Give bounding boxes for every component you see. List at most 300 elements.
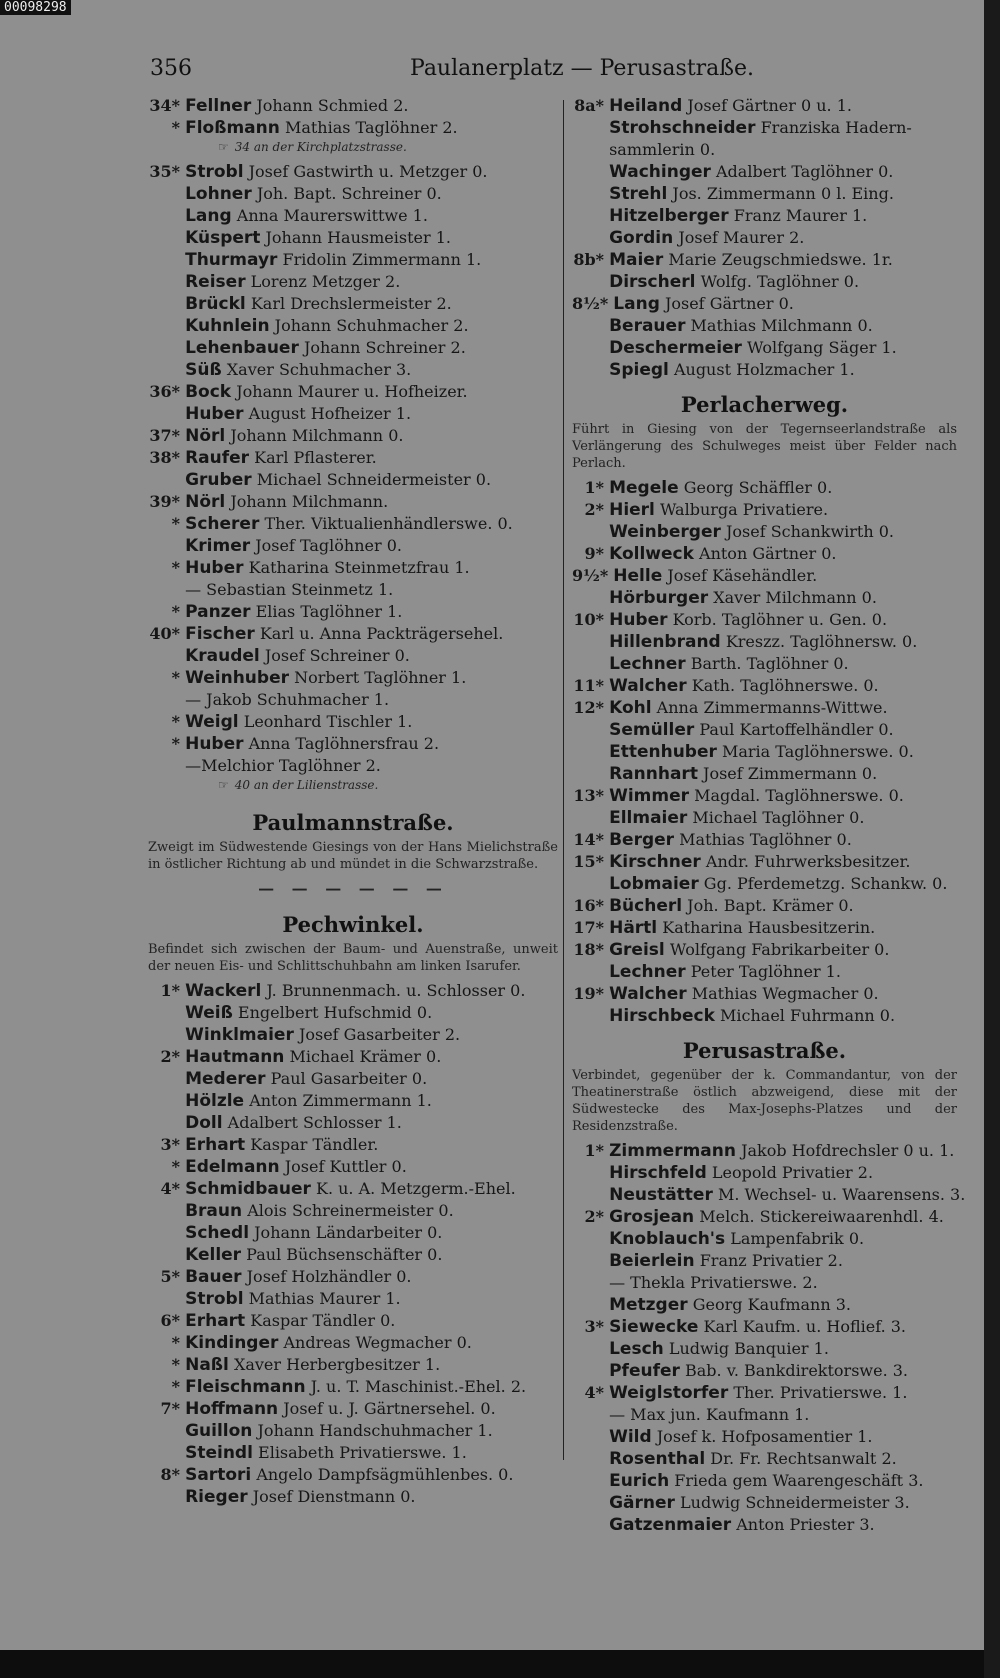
directory-entry	[572, 676, 957, 698]
house-number: 14*	[573, 830, 604, 849]
resident-name: Berger	[609, 830, 675, 850]
resident-name: Wachinger	[609, 162, 711, 182]
resident-details: Mathias Wegmacher 0.	[691, 984, 879, 1003]
directory-entry	[148, 1355, 558, 1377]
directory-entry	[148, 668, 558, 690]
resident-details: Walburga Privatiere.	[659, 500, 829, 519]
directory-entry	[148, 492, 558, 514]
column-divider	[563, 100, 564, 1460]
footnote-text: 40 an der Lilienstrasse.	[234, 778, 379, 792]
resident-details: Johann Hausmeister 1.	[265, 228, 451, 247]
resident-details: Katharina Steinmetzfrau 1.	[248, 558, 470, 577]
house-number: 18*	[573, 940, 604, 959]
directory-entry	[572, 918, 957, 940]
house-number: *	[171, 1333, 180, 1352]
directory-entry	[148, 646, 558, 668]
directory-entry	[148, 1377, 558, 1399]
resident-name: Fellner	[185, 96, 252, 116]
directory-entry	[148, 1267, 558, 1289]
resident-name: Lobmaier	[609, 874, 699, 894]
resident-name: Strobl	[185, 1289, 244, 1309]
resident-details: Karl u. Anna Packträgersehel.	[259, 624, 504, 643]
section-title: Perusastraße.	[682, 1038, 847, 1063]
directory-entry	[572, 1405, 957, 1427]
resident-name: Schmidbauer	[185, 1179, 311, 1199]
directory-entry	[148, 1443, 558, 1465]
resident-name: Hillenbrand	[609, 632, 721, 652]
resident-name: Erhart	[185, 1135, 246, 1155]
entry-list	[148, 981, 558, 1509]
directory-entry	[572, 544, 957, 566]
directory-entry	[148, 1245, 558, 1267]
resident-details: Karl Kaufm. u. Hoflief. 3.	[703, 1317, 906, 1336]
directory-entry	[572, 808, 957, 830]
resident-name: Guillon	[185, 1421, 253, 1441]
resident-details: Michael Schneidermeister 0.	[256, 470, 492, 489]
resident-details: Mathias Taglöhner 2.	[284, 118, 458, 137]
resident-name: Braun	[185, 1201, 243, 1221]
house-number: 40*	[149, 624, 180, 643]
resident-name: Fischer	[185, 624, 255, 644]
directory-entry	[148, 1069, 558, 1091]
house-number: 34*	[149, 96, 180, 115]
directory-entry	[572, 1427, 957, 1449]
resident-details: Ther. Privatierswe. 1.	[733, 1383, 908, 1402]
resident-name: Knoblauch's	[609, 1229, 726, 1249]
directory-entry	[148, 470, 558, 492]
directory-entry	[148, 184, 558, 206]
resident-name: Lohner	[185, 184, 252, 204]
resident-name: Weigl	[185, 712, 239, 732]
house-number: 5*	[160, 1267, 180, 1286]
directory-entry	[148, 580, 558, 602]
resident-name: Semüller	[609, 720, 695, 740]
directory-entry	[572, 786, 957, 808]
directory-entry	[572, 1361, 957, 1383]
resident-name: Krimer	[185, 536, 251, 556]
house-number: 3*	[160, 1135, 180, 1154]
house-number: *	[171, 668, 180, 687]
resident-name: Scherer	[185, 514, 260, 534]
house-number: 9*	[584, 544, 604, 563]
resident-name: Hoffmann	[185, 1399, 279, 1419]
resident-name: Bock	[185, 382, 232, 402]
resident-details: Lampenfabrik 0.	[730, 1229, 865, 1248]
resident-details: Franz Privatier 2.	[699, 1251, 843, 1270]
resident-details: Paul Kartoffelhändler 0.	[699, 720, 894, 739]
resident-details: Josef Maurer 2.	[678, 228, 805, 247]
directory-entry	[572, 984, 957, 1006]
resident-name: Hirschfeld	[609, 1163, 707, 1183]
directory-entry	[572, 1251, 957, 1273]
resident-name: Lang	[613, 294, 660, 314]
resident-details: August Hofheizer 1.	[248, 404, 412, 423]
house-number: 1*	[584, 478, 604, 497]
resident-details: — Jakob Schuhmacher 1.	[185, 690, 390, 709]
resident-details: Frieda gem Waarengeschäft 3.	[674, 1471, 924, 1490]
directory-entry	[572, 228, 957, 250]
resident-details: Josef u. J. Gärtnersehel. 0.	[283, 1399, 496, 1418]
resident-name: Thurmayr	[185, 250, 278, 270]
resident-details: Josef Schreiner 0.	[264, 646, 410, 665]
resident-name: Gordin	[609, 228, 674, 248]
directory-entry	[148, 1333, 558, 1355]
resident-name: Lang	[185, 206, 232, 226]
resident-name: Beierlein	[609, 1251, 695, 1271]
resident-details: Engelbert Hufschmid 0.	[237, 1003, 433, 1022]
house-number: 13*	[573, 786, 604, 805]
resident-details: Adalbert Schlosser 1.	[227, 1113, 402, 1132]
resident-details: Kaspar Tändler.	[250, 1135, 379, 1154]
entry-list	[148, 162, 558, 778]
section-description: Befindet sich zwischen der Baum- und Auenstraße, unweit der neuen Eis- und Schlittschuhbahn am linken Isarufer.	[148, 942, 558, 974]
directory-entry	[148, 1157, 558, 1179]
resident-name: Panzer	[185, 602, 251, 622]
directory-entry	[572, 1471, 957, 1493]
resident-name: Nörl	[185, 492, 226, 512]
entry-list	[148, 96, 558, 140]
resident-name: Küspert	[185, 228, 261, 248]
house-number: *	[171, 1377, 180, 1396]
directory-entry	[572, 522, 957, 544]
resident-details: Kaspar Tändler 0.	[250, 1311, 396, 1330]
directory-entry	[148, 448, 558, 470]
directory-entry	[572, 1383, 957, 1405]
resident-details: Jos. Zimmermann 0 l. Eing.	[672, 184, 894, 203]
house-number: 8a*	[574, 96, 604, 115]
house-number: 15*	[573, 852, 604, 871]
house-number: 4*	[584, 1383, 604, 1402]
directory-entry	[572, 478, 957, 500]
resident-details: sammlerin 0.	[609, 140, 716, 159]
resident-name: Lechner	[609, 962, 686, 982]
resident-name: Brückl	[185, 294, 246, 314]
resident-details: Ther. Viktualienhändlerswe. 0.	[264, 514, 513, 533]
resident-details: K. u. A. Metzgerm.-Ehel.	[315, 1179, 516, 1198]
resident-name: Bücherl	[609, 896, 683, 916]
resident-name: Hitzelberger	[609, 206, 729, 226]
resident-details: Wolfgang Säger 1.	[747, 338, 897, 357]
resident-name: Keller	[185, 1245, 242, 1265]
resident-details: Josef Gasarbeiter 2.	[298, 1025, 461, 1044]
directory-entry	[148, 1047, 558, 1069]
resident-details: Marie Zeugschmiedswe. 1r.	[668, 250, 893, 269]
resident-details: Leonhard Tischler 1.	[243, 712, 413, 731]
directory-entry	[148, 206, 558, 228]
resident-name: Weiß	[185, 1003, 233, 1023]
resident-details: Magdal. Taglöhnerswe. 0.	[694, 786, 904, 805]
directory-entry	[148, 250, 558, 272]
directory-entry	[148, 272, 558, 294]
resident-name: Wild	[609, 1427, 652, 1447]
resident-details: Andr. Fuhrwerksbesitzer.	[705, 852, 911, 871]
resident-details: Jakob Hofdrechsler 0 u. 1.	[741, 1141, 955, 1160]
house-number: 7*	[160, 1399, 180, 1418]
directory-entry	[148, 360, 558, 382]
resident-name: Edelmann	[185, 1157, 280, 1177]
directory-entry	[572, 1229, 957, 1251]
section-title: Perlacherweg.	[680, 392, 849, 417]
directory-entry	[572, 764, 957, 786]
directory-entry	[148, 602, 558, 624]
resident-details: Karl Pflasterer.	[254, 448, 377, 467]
resident-details: Elisabeth Privatierswe. 1.	[258, 1443, 467, 1462]
directory-entry	[572, 742, 957, 764]
resident-name: Strehl	[609, 184, 668, 204]
resident-details: — Thekla Privatierswe. 2.	[609, 1273, 818, 1292]
resident-name: Huber	[185, 558, 244, 578]
directory-entry	[572, 272, 957, 294]
directory-entry	[148, 514, 558, 536]
resident-details: Josef Dienstmann 0.	[252, 1487, 416, 1506]
directory-entry	[572, 632, 957, 654]
directory-entry	[148, 690, 558, 712]
directory-entry	[148, 1091, 558, 1113]
resident-details: Maria Taglöhnerswe. 0.	[721, 742, 914, 761]
resident-name: Pfeufer	[609, 1361, 680, 1381]
directory-entry	[572, 294, 957, 316]
section-title: Paulmannstraße.	[252, 810, 454, 835]
resident-name: Huber	[185, 404, 244, 424]
resident-details: Josef Taglöhner 0.	[255, 536, 402, 555]
house-number: 1*	[584, 1141, 604, 1160]
resident-name: Grosjean	[609, 1207, 695, 1227]
resident-details: M. Wechsel- u. Waarensens. 3.	[717, 1185, 966, 1204]
entry-list	[572, 96, 957, 382]
book-edge	[984, 0, 1000, 1678]
resident-name: Steindl	[185, 1443, 253, 1463]
house-number: 16*	[573, 896, 604, 915]
house-number: 3*	[584, 1317, 604, 1336]
directory-entry	[148, 382, 558, 404]
resident-details: Georg Schäffler 0.	[683, 478, 833, 497]
resident-details: Josef Gärtner 0.	[664, 294, 794, 313]
resident-details: Adalbert Taglöhner 0.	[716, 162, 894, 181]
resident-name: Ettenhuber	[609, 742, 717, 762]
resident-name: Berauer	[609, 316, 686, 336]
directory-entry	[148, 981, 558, 1003]
resident-details: Johann Ländarbeiter 0.	[254, 1223, 443, 1242]
directory-entry	[572, 1207, 957, 1229]
entry-list	[572, 478, 957, 1028]
resident-name: Süß	[185, 360, 222, 380]
resident-name: Rieger	[185, 1487, 248, 1507]
resident-details: Anna Maurerswittwe 1.	[236, 206, 428, 225]
directory-entry	[572, 874, 957, 896]
directory-entry	[572, 566, 957, 588]
footnote	[148, 778, 558, 800]
resident-details: Josef Gastwirth u. Metzger 0.	[248, 162, 488, 181]
directory-entry	[572, 698, 957, 720]
resident-name: Wimmer	[609, 786, 690, 806]
resident-details: Lorenz Metzger 2.	[250, 272, 401, 291]
directory-entry	[572, 1449, 957, 1471]
directory-entry	[148, 1179, 558, 1201]
directory-entry	[572, 316, 957, 338]
directory-entry	[148, 1487, 558, 1509]
resident-name: Naßl	[185, 1355, 229, 1375]
resident-details: Elias Taglöhner 1.	[255, 602, 403, 621]
resident-details: Josef Käsehändler.	[667, 566, 818, 585]
resident-name: Greisl	[609, 940, 665, 960]
resident-name: Kollweck	[609, 544, 694, 564]
resident-details: — Sebastian Steinmetz 1.	[185, 580, 394, 599]
entry-list	[572, 1141, 966, 1537]
resident-details: Fridolin Zimmermann 1.	[282, 250, 482, 269]
directory-entry	[148, 712, 558, 734]
house-number: *	[171, 1355, 180, 1374]
resident-name: Strobl	[185, 162, 244, 182]
directory-entry	[572, 1493, 957, 1515]
resident-name: Rosenthal	[609, 1449, 706, 1469]
resident-name: Kirschner	[609, 852, 701, 872]
resident-name: Reiser	[185, 272, 246, 292]
resident-name: Sartori	[185, 1465, 252, 1485]
directory-entry	[148, 316, 558, 338]
house-number: *	[171, 118, 180, 137]
resident-details: Johann Schuhmacher 2.	[274, 316, 469, 335]
directory-entry	[572, 206, 957, 228]
right-column	[572, 96, 966, 1537]
directory-entry	[572, 500, 957, 522]
footnote	[148, 140, 558, 162]
directory-entry	[572, 1515, 957, 1537]
resident-details: Dr. Fr. Rechtsanwalt 2.	[710, 1449, 897, 1468]
directory-entry	[572, 1141, 957, 1163]
resident-name: Schedl	[185, 1223, 250, 1243]
resident-details: Ludwig Banquier 1.	[668, 1339, 829, 1358]
resident-name: Kohl	[609, 698, 652, 718]
resident-details: Ludwig Schneidermeister 3.	[680, 1493, 910, 1512]
directory-entry	[148, 1223, 558, 1245]
section-description: Führt in Giesing von der Tegernseerlandstraße als Verlängerung des Schulweges meist über Felder nach Perlach.	[572, 422, 957, 471]
resident-name: Raufer	[185, 448, 250, 468]
resident-details: Josef Holzhändler 0.	[246, 1267, 412, 1286]
directory-entry	[148, 624, 558, 646]
resident-details: Georg Kaufmann 3.	[692, 1295, 851, 1314]
house-number: *	[171, 514, 180, 533]
resident-details: Anton Gärtner 0.	[699, 544, 837, 563]
resident-name: Lesch	[609, 1339, 664, 1359]
resident-name: Bauer	[185, 1267, 242, 1287]
resident-name: Gruber	[185, 470, 252, 490]
house-number: 2*	[584, 500, 604, 519]
resident-details: Barth. Taglöhner 0.	[690, 654, 849, 673]
directory-entry	[572, 1317, 957, 1339]
resident-details: Peter Taglöhner 1.	[690, 962, 841, 981]
house-number: 37*	[149, 426, 180, 445]
resident-name: Hirschbeck	[609, 1006, 715, 1026]
resident-name: Hautmann	[185, 1047, 285, 1067]
house-number: 38*	[149, 448, 180, 467]
resident-name: Deschermeier	[609, 338, 742, 358]
section-title: Pechwinkel.	[282, 912, 424, 937]
resident-details: Josef k. Hofposamentier 1.	[656, 1427, 873, 1446]
resident-details: Joh. Bapt. Krämer 0.	[687, 896, 854, 915]
resident-name: Weiglstorfer	[609, 1383, 729, 1403]
resident-name: Kindinger	[185, 1333, 279, 1353]
directory-entry	[148, 338, 558, 360]
resident-name: Eurich	[609, 1471, 670, 1491]
directory-entry	[572, 852, 957, 874]
resident-details: Johann Handschuhmacher 1.	[257, 1421, 493, 1440]
left-column	[148, 96, 558, 1509]
resident-details: Anton Priester 3.	[736, 1515, 875, 1534]
resident-details: Michael Krämer 0.	[289, 1047, 442, 1066]
directory-entry	[148, 1289, 558, 1311]
footnote-text: 34 an der Kirchplatzstrasse.	[234, 140, 407, 154]
resident-details: Michael Fuhrmann 0.	[720, 1006, 896, 1025]
resident-details: Xaver Schuhmacher 3.	[226, 360, 412, 379]
directory-entry	[572, 1295, 957, 1317]
resident-name: Huber	[609, 610, 668, 630]
house-number: 8*	[160, 1465, 180, 1484]
directory-entry	[572, 588, 957, 610]
directory-entry	[148, 536, 558, 558]
resident-details: Franziska Hadern-	[760, 118, 912, 137]
directory-entry	[148, 1135, 558, 1157]
directory-entry	[148, 1113, 558, 1135]
resident-details: Karl Drechslermeister 2.	[250, 294, 452, 313]
divider-dashes: — — — — — —	[258, 879, 448, 898]
running-head: Paulanerplatz — Perusastraße.	[410, 56, 755, 81]
directory-entry	[572, 96, 957, 118]
resident-name: Mederer	[185, 1069, 266, 1089]
resident-details: Anna Taglöhnersfrau 2.	[248, 734, 440, 753]
resident-name: Walcher	[609, 676, 687, 696]
directory-entry	[148, 294, 558, 316]
house-number: *	[171, 712, 180, 731]
resident-details: Anna Zimmermanns-Wittwe.	[656, 698, 888, 717]
resident-details: Josef Kuttler 0.	[284, 1157, 407, 1176]
scan-serial: 00098298	[0, 0, 71, 15]
resident-name: Gärner	[609, 1493, 675, 1513]
house-number: 35*	[149, 162, 180, 181]
directory-entry	[572, 1185, 966, 1207]
resident-name: Spiegl	[609, 360, 669, 380]
resident-name: Ellmaier	[609, 808, 688, 828]
directory-entry	[572, 654, 957, 676]
resident-details: J. Brunnenmach. u. Schlosser 0.	[266, 981, 526, 1000]
resident-details: Wolfg. Taglöhner 0.	[700, 272, 860, 291]
directory-entry	[572, 360, 957, 382]
resident-details: Johann Milchmann.	[230, 492, 389, 511]
house-number: 12*	[573, 698, 604, 717]
pointing-hand-icon: ☞	[218, 140, 229, 154]
house-number: 1*	[160, 981, 180, 1000]
directory-entry	[148, 734, 558, 756]
resident-details: Joh. Bapt. Schreiner 0.	[256, 184, 442, 203]
section-description: Verbindet, gegenüber der k. Commandantur, von der Theatinerstraße östlich abzweigend, diese mit der Südwestecke des Max-Josephs-Platzes und der Residenzstraße.	[572, 1068, 957, 1134]
resident-name: Kuhnlein	[185, 316, 270, 336]
house-number: 36*	[149, 382, 180, 401]
resident-details: Leopold Privatier 2.	[711, 1163, 874, 1182]
resident-name: Lechner	[609, 654, 686, 674]
house-number: 11*	[573, 676, 604, 695]
resident-details: — Max jun. Kaufmann 1.	[609, 1405, 810, 1424]
directory-entry	[572, 162, 957, 184]
house-number: 6*	[160, 1311, 180, 1330]
resident-name: Dirscherl	[609, 272, 696, 292]
house-number: 10*	[573, 610, 604, 629]
page-number: 356	[150, 56, 192, 81]
resident-name: Doll	[185, 1113, 223, 1133]
resident-details: Paul Gasarbeiter 0.	[270, 1069, 428, 1088]
directory-entry	[148, 1311, 558, 1333]
house-number: *	[171, 1157, 180, 1176]
resident-details: Josef Schankwirth 0.	[725, 522, 895, 541]
resident-details: —Melchior Taglöhner 2.	[185, 756, 381, 775]
